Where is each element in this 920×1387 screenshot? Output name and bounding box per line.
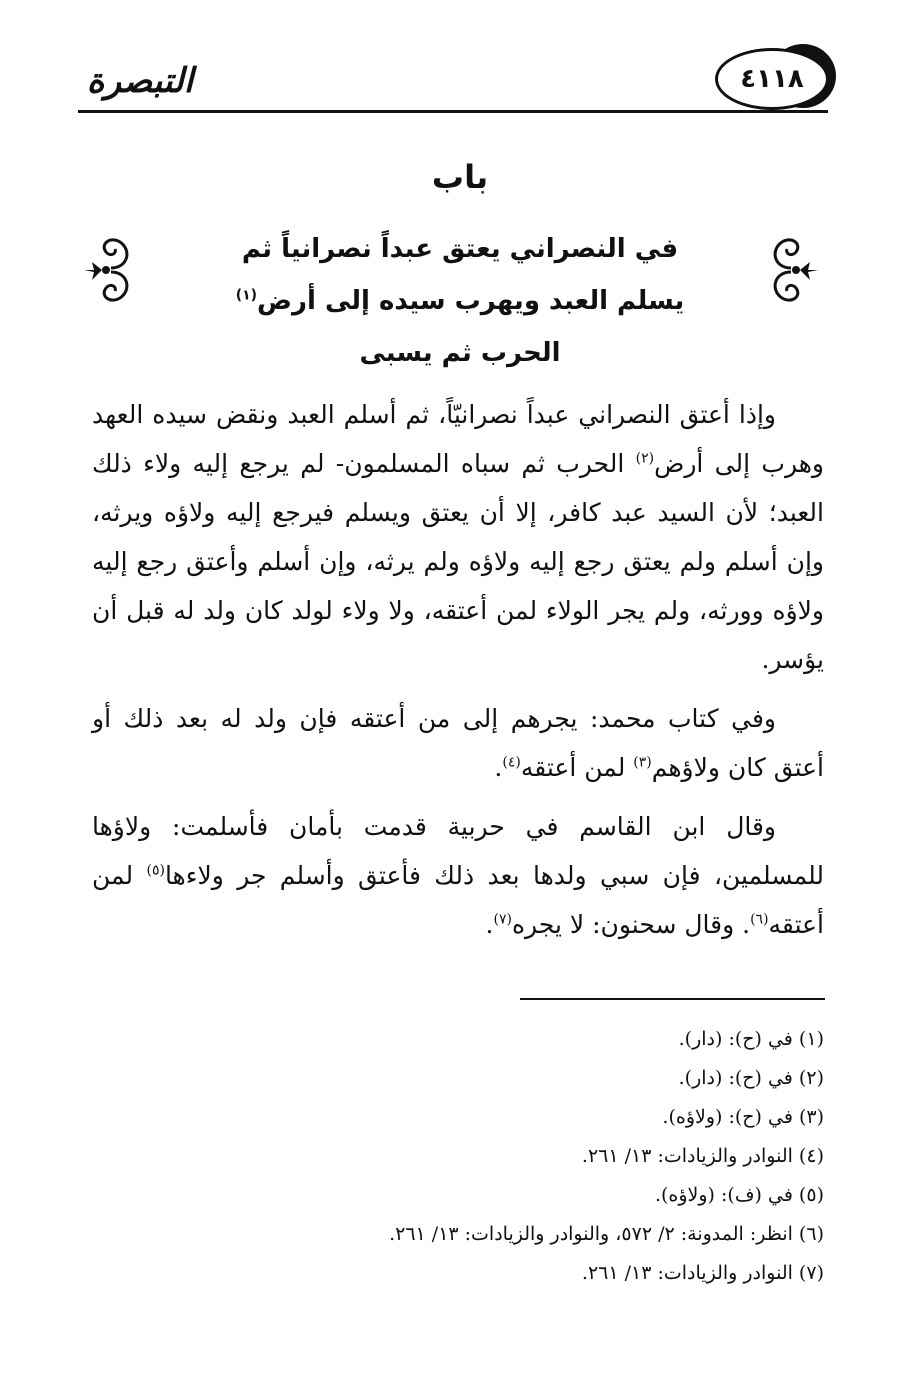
paragraph-3 <box>92 802 824 949</box>
paragraph-1 <box>92 390 824 684</box>
chapter-title-line-2 <box>180 272 740 330</box>
chapter-title-line-1: في النصراني يعتق عبداً نصرانياً ثم <box>241 234 679 264</box>
running-title: التبصرة <box>86 61 194 101</box>
paragraph-text: لمن أعتقه <box>92 861 824 939</box>
header-rule <box>78 110 828 113</box>
paragraph-text: . <box>494 753 503 782</box>
paragraph-text: لمن أعتقه <box>520 753 634 782</box>
paragraph-text: الحرب ثم سباه المسلمون- لم يرجع إليه ولاء ذلك العبد؛ لأن السيد عبد كافر، إلا أن يعتق ويسلم فيرجع إليه ولاؤه ويرثه، وإن أسلم ولم يعتق رجع إليه ولاؤه ولم يرثه، وإن أسلم وأعتق رجع إليه ولاؤه وورثه، ولم يجر الولاء لمن أعتقه، ولا ولاء لولد كان ولد له قبل أن يؤسر. <box>92 449 824 674</box>
paragraph-2 <box>92 694 824 792</box>
footnote-ref: (٤) <box>502 754 521 771</box>
footnote-ref: (٧) <box>493 911 512 928</box>
footnotes-list <box>92 1020 824 1293</box>
chapter-title-line-2-text: يسلم العبد ويهرب سيده إلى أرض <box>257 286 685 316</box>
page-number: ٤١١٨ <box>715 48 829 110</box>
paragraph-text: وإذا أعتق النصراني عبداً نصرانيّاً، ثم أسلم العبد ونقض سيده العهد وهرب إلى أرض <box>92 400 824 478</box>
footnote-ref: (٥) <box>146 862 165 879</box>
footnote-item: (٢) في (ح): (دار). <box>678 1067 824 1089</box>
footnote-item: (٥) في (ف): (ولاؤه). <box>654 1184 824 1206</box>
paragraph-text: وقال ابن القاسم في حربية قدمت بأمان فأسلمت: ولاؤها للمسلمين، فإن سبي ولدها بعد ذلك فأعتق وأسلم جر ولاءها <box>92 812 824 890</box>
floral-ornament-icon <box>80 228 142 312</box>
footnote-separator <box>520 998 825 1000</box>
footnote-ref: (٢) <box>635 450 655 467</box>
chapter-title-line-3: الحرب ثم يسبى <box>359 338 561 368</box>
footnote-ref: (١) <box>235 287 258 304</box>
paragraph-text: وفي كتاب محمد: يجرهم إلى من أعتقه فإن ولد له بعد ذلك أو أعتق كان ولاؤهم <box>92 704 824 782</box>
body-text <box>92 390 824 959</box>
chapter-label: باب <box>431 158 489 196</box>
footnote-ref: (٣) <box>633 754 652 771</box>
paragraph-text: . وقال سحنون: لا يجره <box>511 910 751 939</box>
footnote-item: (٧) النوادر والزيادات: ١٣/ ٢٦١. <box>581 1262 824 1284</box>
footnote-item: (٤) النوادر والزيادات: ١٣/ ٢٦١. <box>581 1145 824 1167</box>
footnote-item: (٦) انظر: المدونة: ٢/ ٥٧٢، والنوادر والزيادات: ١٣/ ٢٦١. <box>389 1223 824 1245</box>
floral-ornament-icon <box>760 228 822 312</box>
footnote-item: (٣) في (ح): (ولاؤه). <box>662 1106 824 1128</box>
footnote-item: (١) في (ح): (دار). <box>678 1028 824 1050</box>
footnote-ref: (٦) <box>750 911 769 928</box>
paragraph-text: . <box>485 910 494 939</box>
